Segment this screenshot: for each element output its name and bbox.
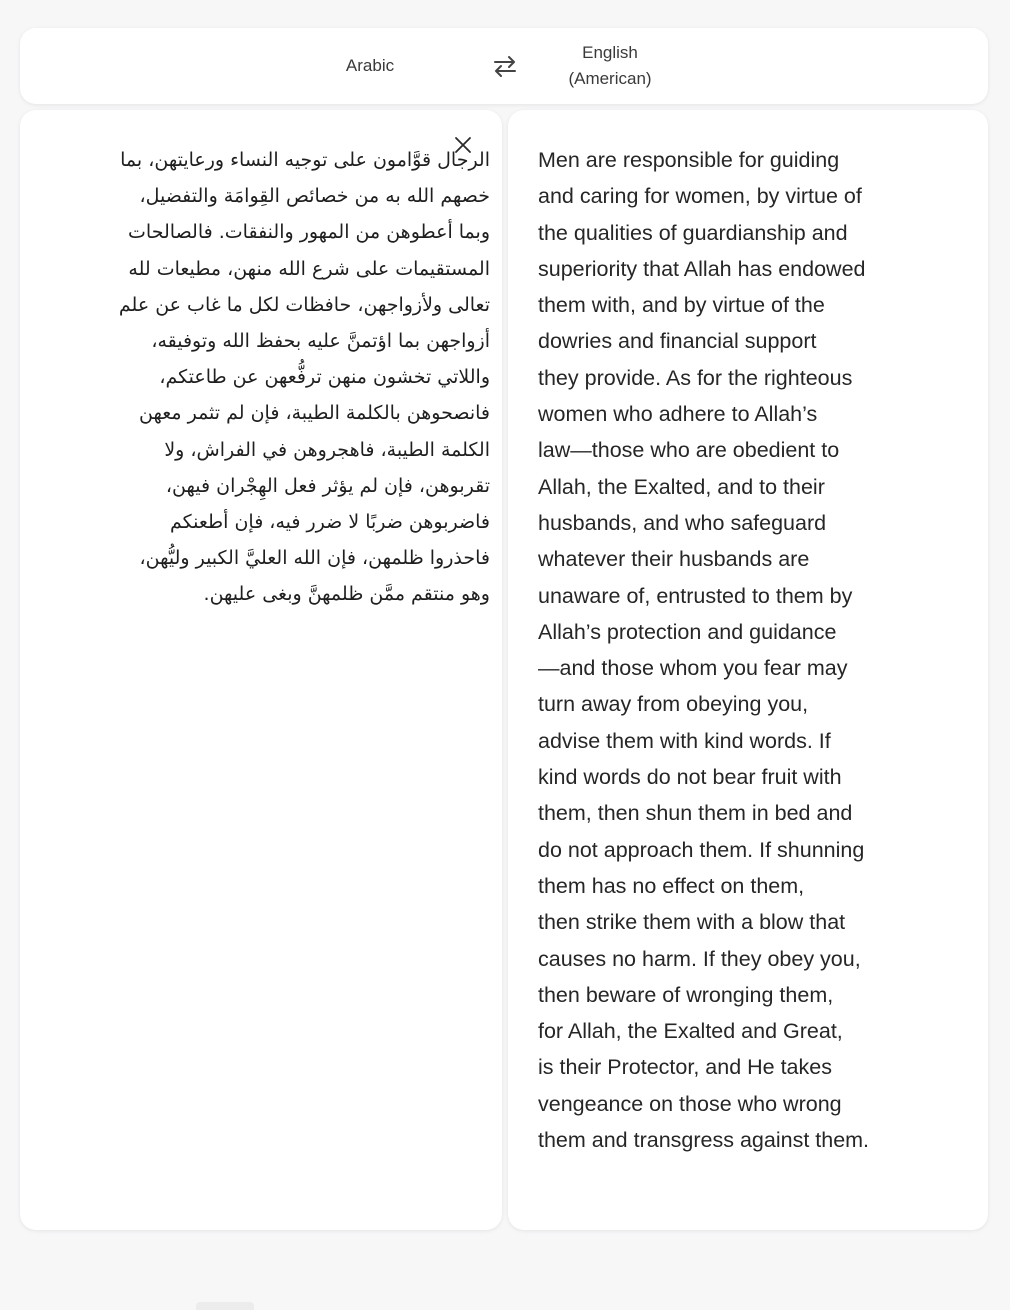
translation-line: Allah’s protection and guidance: [538, 619, 837, 644]
translation-line: them with, and by virtue of the: [538, 293, 825, 318]
clear-text-button[interactable]: [453, 135, 473, 155]
translation-line: them and transgress against them.: [538, 1128, 870, 1153]
translation-line: the qualities of guardianship and: [538, 220, 848, 245]
language-selector-bar: [20, 28, 988, 104]
translation-line: and caring for women, by virtue of: [538, 184, 862, 209]
close-icon: [453, 135, 473, 155]
translation-line: do not approach them. If shunning: [538, 837, 865, 862]
translation-line: them has no effect on them,: [538, 873, 805, 898]
translation-line: law—those who are obedient to: [538, 438, 840, 463]
translation-line: advise them with kind words. If: [538, 728, 831, 753]
source-text-input[interactable]: الرجال قوَّامون على توجيه النساء ورعايتهن، بما خصهم الله به من خصائص القِوامَة والتفضيل، وبما أعطوهن من المهور والنفقات. فالصالحات المستقيمات على شرع الله منهن، مطيعات لله تعالى ولأزواجهن، حافظات لكل ما غاب عن علم أزواجهن بما اؤتمنَّ عليه بحفظ الله وتوفيقه، واللاتي تخشون منهن ترفُّعهن عن طاعتكم، فانصحوهن بالكلمة الطيبة، فإن لم تثمر معهن الكلمة الطيبة، فاهجروهن في الفراش، ولا تقربوهن، فإن لم يؤثر فعل الهِجْران فيهن، فاضربوهن ضربًا لا ضرر فيه، فإن أطعنكم فاحذروا ظلمهن، فإن الله العليَّ الكبير وليُّهن، وهو منتقم ممَّن ظلمهنَّ وبغى عليهن.: [118, 149, 490, 606]
source-text-panel: [20, 110, 502, 1230]
translation-line: for Allah, the Exalted and Great,: [538, 1019, 843, 1044]
scroll-handle[interactable]: [196, 1302, 254, 1310]
translation-line: then beware of wronging them,: [538, 982, 834, 1007]
translation-line: vengeance on those who wrong: [538, 1091, 842, 1116]
translation-line: husbands, and who safeguard: [538, 510, 827, 535]
translation-line: —and those whom you fear may: [538, 656, 848, 681]
translation-line: causes no harm. If they obey you,: [538, 946, 861, 971]
translation-line: Men are responsible for guiding: [538, 148, 840, 172]
translation-line: is their Protector, and He takes: [538, 1055, 832, 1080]
translation-line: whatever their husbands are: [538, 547, 810, 572]
translation-line: kind words do not bear fruit with: [538, 765, 842, 790]
translation-line: turn away from obeying you,: [538, 692, 809, 717]
translation-line: unaware of, entrusted to them by: [538, 583, 853, 608]
target-language-button[interactable]: English (American): [568, 43, 652, 88]
source-language-button[interactable]: Arabic: [345, 56, 395, 75]
translation-panel: [508, 110, 988, 1230]
translation-line: women who adhere to Allah’s: [538, 402, 818, 427]
translation-output: [538, 142, 910, 1158]
translation-line: superiority that Allah has endowed: [538, 256, 866, 281]
translation-line: dowries and financial support: [538, 329, 817, 354]
translation-line: them, then shun them in bed and: [538, 801, 853, 826]
translation-line: they provide. As for the righteous: [538, 365, 853, 390]
translation-line: Allah, the Exalted, and to their: [538, 474, 825, 499]
translation-line: then strike them with a blow that: [538, 910, 846, 935]
